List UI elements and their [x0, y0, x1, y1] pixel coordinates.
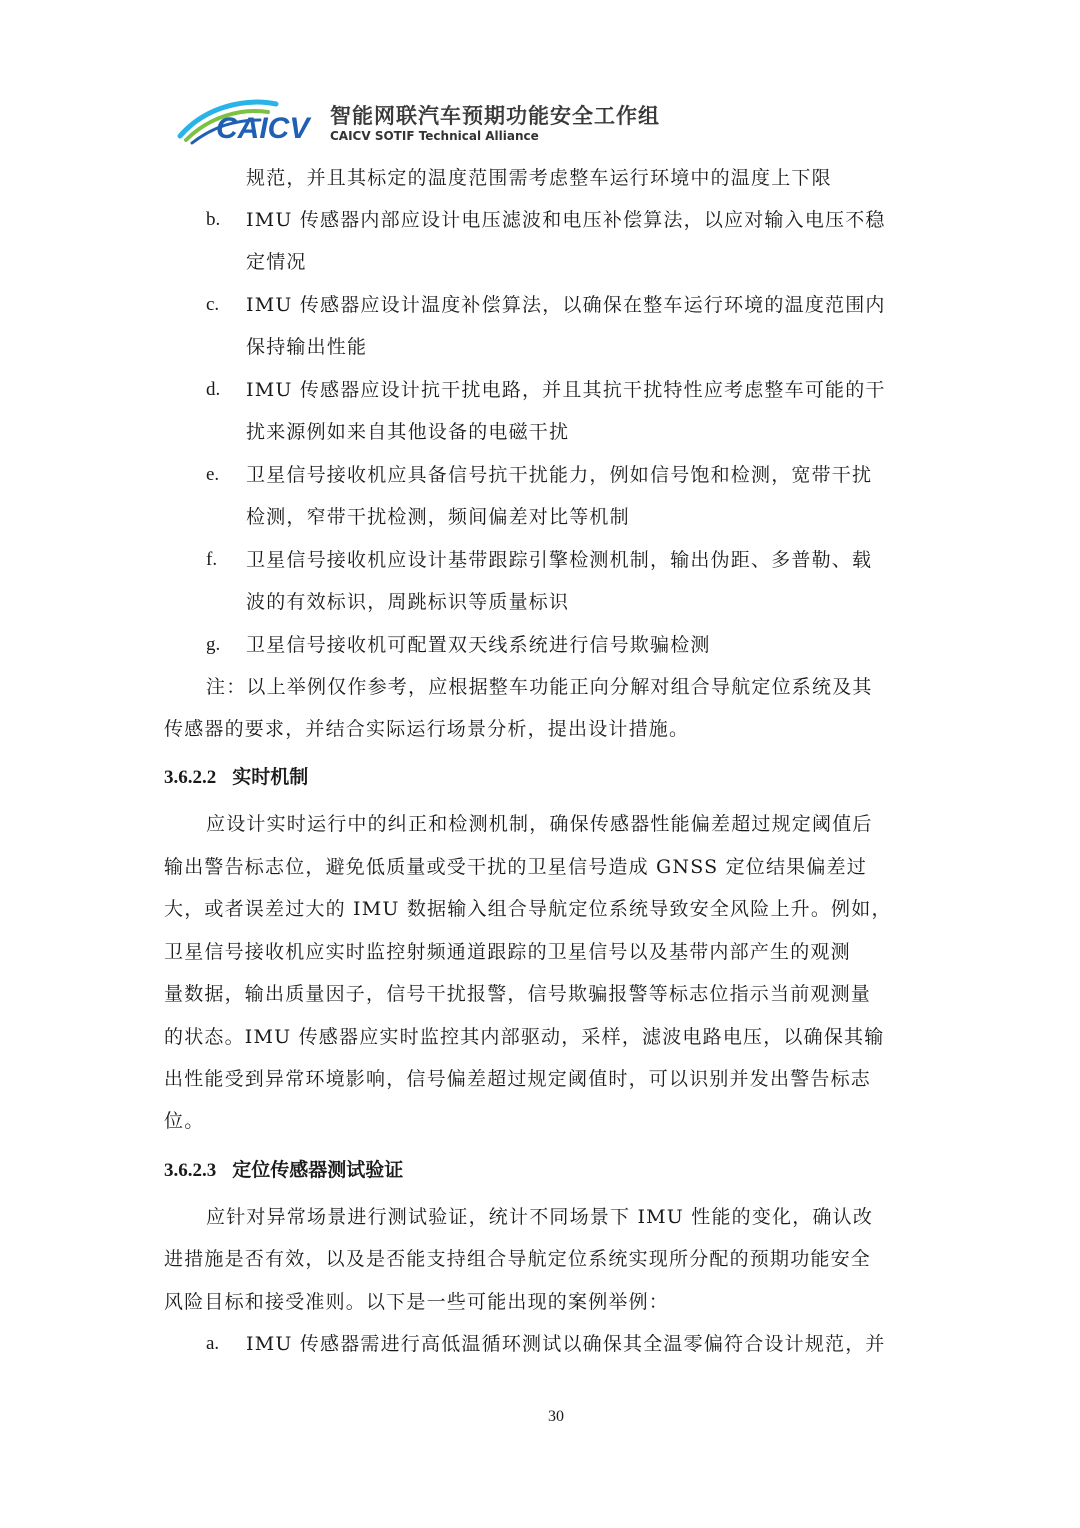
- list-item-label: f.: [206, 549, 218, 570]
- paragraph-line: 规范，并且其标定的温度范围需考虑整车运行环境中的温度上下限: [246, 167, 832, 189]
- section-title: 定位传感器测试验证: [232, 1159, 404, 1181]
- paragraph-line: 输出警告标志位，避免低质量或受干扰的卫星信号造成 GNSS 定位结果偏差过: [164, 856, 867, 878]
- list-item-line: IMU 传感器需进行高低温循环测试以确保其全温零偏符合设计规范，并: [246, 1333, 886, 1355]
- section-title: 实时机制: [232, 766, 309, 788]
- list-item-label: g.: [206, 634, 221, 655]
- list-item-line: 卫星信号接收机应具备信号抗干扰能力，例如信号饱和检测，宽带干扰: [246, 464, 873, 486]
- list-item-line: 扰来源例如来自其他设备的电磁干扰: [246, 421, 570, 443]
- paragraph-line: 进措施是否有效，以及是否能支持组合导航定位系统实现所分配的预期功能安全: [164, 1248, 872, 1270]
- paragraph-line: 的状态。IMU 传感器应实时监控其内部驱动，采样，滤波电路电压，以确保其输: [164, 1026, 885, 1048]
- note-line: 传感器的要求，并结合实际运行场景分析，提出设计措施。: [164, 718, 690, 740]
- list-item-line: 定情况: [246, 251, 307, 273]
- org-name-cn: 智能网联汽车预期功能安全工作组: [330, 104, 660, 128]
- paragraph-line: 应针对异常场景进行测试验证，统计不同场景下 IMU 性能的变化，确认改: [206, 1206, 874, 1228]
- paragraph-line: 风险目标和接受准则。以下是一些可能出现的案例举例：: [164, 1291, 670, 1313]
- logo-text: CAICV: [216, 112, 310, 145]
- list-item-line: IMU 传感器应设计温度补偿算法，以确保在整车运行环境的温度范围内: [246, 294, 886, 316]
- paragraph-line: 卫星信号接收机应实时监控射频通道跟踪的卫星信号以及基带内部产生的观测: [164, 941, 851, 963]
- list-item-label: e.: [206, 464, 220, 485]
- list-item-label: a.: [206, 1333, 220, 1354]
- section-number: 3.6.2.3: [164, 1160, 217, 1181]
- list-item-line: 检测，窄带干扰检测，频间偏差对比等机制: [246, 506, 630, 528]
- page-number: 30: [548, 1408, 564, 1425]
- paragraph-line: 大，或者误差过大的 IMU 数据输入组合导航定位系统导致安全风险上升。例如，: [164, 898, 892, 920]
- list-item-line: 卫星信号接收机可配置双天线系统进行信号欺骗检测: [246, 634, 711, 656]
- list-item-label: d.: [206, 379, 221, 400]
- list-item-line: 保持输出性能: [246, 336, 368, 358]
- section-heading: [164, 1157, 403, 1184]
- org-name-en: CAICV SOTIF Technical Alliance: [330, 129, 539, 143]
- section-number: 3.6.2.2: [164, 767, 217, 788]
- list-item-label: c.: [206, 294, 220, 315]
- paragraph-line: 量数据，输出质量因子，信号干扰报警，信号欺骗报警等标志位指示当前观测量: [164, 983, 872, 1005]
- list-item-label: b.: [206, 209, 221, 230]
- document-header: [176, 96, 736, 152]
- note-line: 注：以上举例仅作参考，应根据整车功能正向分解对组合导航定位系统及其: [206, 676, 873, 698]
- paragraph-line: 出性能受到异常环境影响，信号偏差超过规定阈值时，可以识别并发出警告标志: [164, 1068, 872, 1090]
- paragraph-line: 应设计实时运行中的纠正和检测机制，确保传感器性能偏差超过规定阈值后: [206, 813, 873, 835]
- caicv-logo-icon: [176, 96, 326, 148]
- section-heading: [164, 764, 308, 791]
- list-item-line: 波的有效标识，周跳标识等质量标识: [246, 591, 570, 613]
- list-item-line: IMU 传感器内部应设计电压滤波和电压补偿算法，以应对输入电压不稳: [246, 209, 886, 231]
- paragraph-line: 位。: [164, 1110, 205, 1132]
- list-item-line: IMU 传感器应设计抗干扰电路，并且其抗干扰特性应考虑整车可能的干: [246, 379, 886, 401]
- list-item-line: 卫星信号接收机应设计基带跟踪引擎检测机制，输出伪距、多普勒、载: [246, 549, 873, 571]
